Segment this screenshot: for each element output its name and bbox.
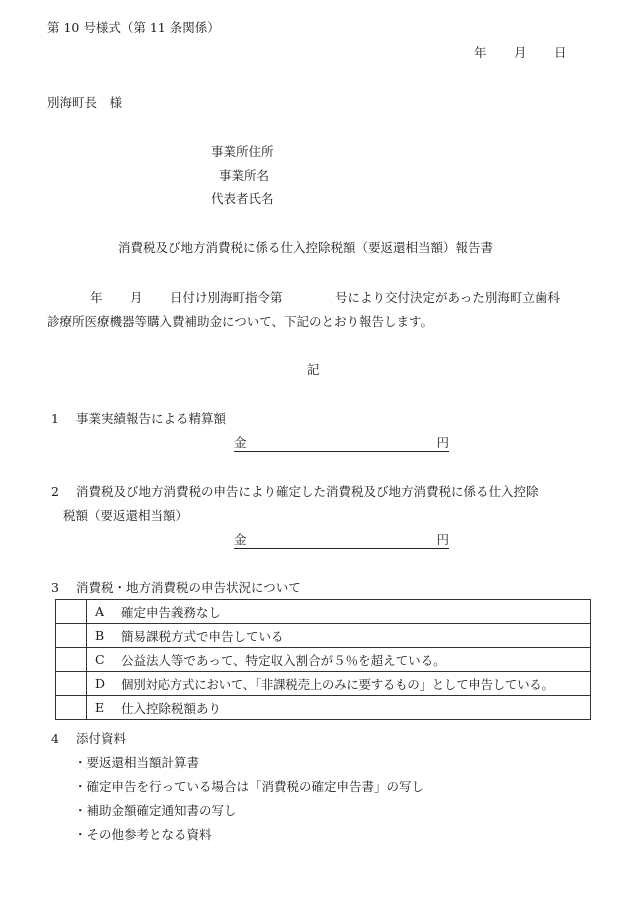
option-code: D xyxy=(87,672,118,696)
body-year-label: 年 xyxy=(90,290,103,305)
option-text: 簡易課税方式で申告している xyxy=(117,624,591,648)
filing-status-table xyxy=(55,599,591,720)
amount-prefix: 金 xyxy=(234,435,247,450)
section-3-label: 消費税・地方消費税の申告状況について xyxy=(76,580,301,595)
settlement-amount-line xyxy=(234,433,449,452)
attachment-item: ・要返還相当額計算書 xyxy=(74,755,200,770)
table-row xyxy=(56,600,591,624)
amount-prefix: 金 xyxy=(234,532,247,547)
check-cell[interactable] xyxy=(56,600,87,624)
table-row xyxy=(56,624,591,648)
amount-suffix: 円 xyxy=(436,435,449,450)
section-4-number: 4 xyxy=(51,731,59,746)
amount-suffix: 円 xyxy=(436,532,449,547)
option-text: 公益法人等であって、特定収入割合が５％を超えている。 xyxy=(117,648,591,672)
applicant-name-label: 事業所名 xyxy=(219,168,270,183)
form-number: 第 10 号様式（第 11 条関係） xyxy=(47,20,220,35)
applicant-address-label: 事業所住所 xyxy=(211,144,274,159)
body-line2: 診療所医療機器等購入費補助金について、下記のとおり報告します。 xyxy=(47,314,434,329)
date-year-label: 年 xyxy=(474,45,487,60)
section-3-number: 3 xyxy=(51,580,59,595)
applicant-representative-label: 代表者氏名 xyxy=(211,191,274,206)
section-2-label-line2: 税額（要返還相当額） xyxy=(63,508,189,523)
date-month-label: 月 xyxy=(514,45,527,60)
table-row xyxy=(56,648,591,672)
check-cell[interactable] xyxy=(56,672,87,696)
ki-heading: 記 xyxy=(307,362,320,377)
option-text: 確定申告義務なし xyxy=(117,600,591,624)
section-2-number: 2 xyxy=(51,484,59,499)
table-row xyxy=(56,696,591,720)
check-cell[interactable] xyxy=(56,696,87,720)
body-date-reference: 日付け別海町指令第 xyxy=(170,290,283,305)
section-1-label: 事業実績報告による精算額 xyxy=(76,411,227,426)
attachment-item: ・確定申告を行っている場合は「消費税の確定申告書」の写し xyxy=(74,779,425,794)
option-code: E xyxy=(87,696,118,720)
attachment-item: ・その他参考となる資料 xyxy=(74,827,212,842)
option-code: A xyxy=(87,600,118,624)
option-code: C xyxy=(87,648,118,672)
table-row xyxy=(56,672,591,696)
deduction-amount-line xyxy=(234,530,449,549)
section-2-label-line1: 消費税及び地方消費税の申告により確定した消費税及び地方消費税に係る仕入控除 xyxy=(76,484,539,499)
option-text: 個別対応方式において、「非課税売上のみに要するもの」として申告している。 xyxy=(117,672,591,696)
body-month-label: 月 xyxy=(130,290,143,305)
section-4-label: 添付資料 xyxy=(76,731,127,746)
date-day-label: 日 xyxy=(554,45,567,60)
check-cell[interactable] xyxy=(56,624,87,648)
section-1-number: 1 xyxy=(51,411,59,426)
addressee: 別海町長 様 xyxy=(47,95,123,110)
option-text: 仕入控除税額あり xyxy=(117,696,591,720)
attachment-item: ・補助金額確定通知書の写し xyxy=(74,803,237,818)
check-cell[interactable] xyxy=(56,648,87,672)
document-title: 消費税及び地方消費税に係る仕入控除税額（要返還相当額）報告書 xyxy=(118,240,494,255)
option-code: B xyxy=(87,624,118,648)
body-line1-rest: 号により交付決定があった別海町立歯科 xyxy=(335,290,560,305)
